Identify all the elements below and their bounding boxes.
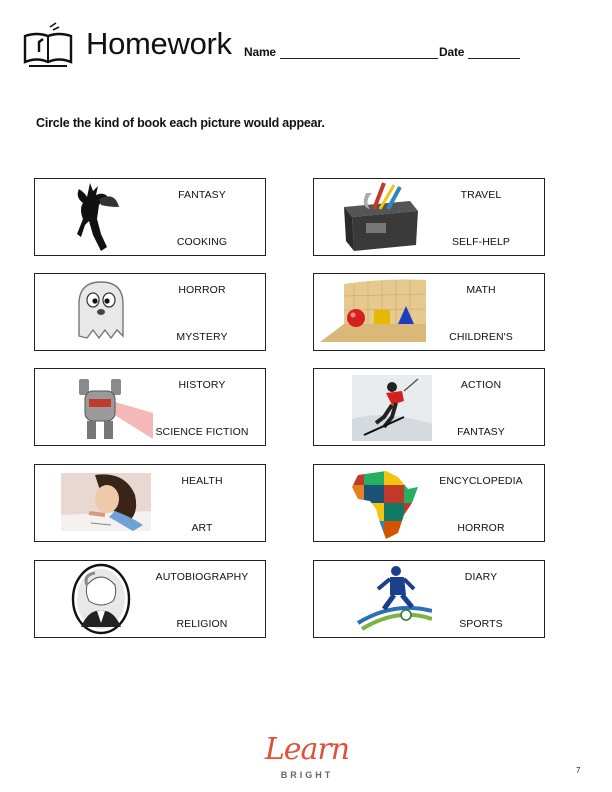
option-a[interactable]: ENCYCLOPEDIA <box>439 475 523 487</box>
page-number: 7 <box>576 766 581 775</box>
option-b[interactable]: FANTASY <box>457 426 505 438</box>
option-b[interactable]: ART <box>191 522 213 534</box>
robot-icon <box>35 369 153 445</box>
logo-word: Learn <box>264 732 350 767</box>
question-card-1 <box>34 178 266 256</box>
name-field[interactable] <box>244 45 438 59</box>
option-b[interactable]: MYSTERY <box>176 331 228 343</box>
question-card-4 <box>313 273 545 351</box>
option-b[interactable]: RELIGION <box>176 618 228 630</box>
girl-drawing-icon <box>35 465 153 541</box>
instructions: Circle the kind of book each picture would appear. <box>36 116 325 130</box>
question-card-5 <box>34 368 266 446</box>
name-label: Name <box>244 45 276 59</box>
option-b[interactable]: COOKING <box>176 236 228 248</box>
question-card-9 <box>34 560 266 638</box>
logo-subtitle: BRIGHT <box>280 770 334 780</box>
learn-bright-logo <box>252 732 362 786</box>
geometric-shapes-icon <box>314 274 432 350</box>
question-card-2 <box>313 178 545 256</box>
question-card-7 <box>34 464 266 542</box>
question-card-3 <box>34 273 266 351</box>
option-a[interactable]: TRAVEL <box>460 189 502 201</box>
option-a[interactable]: HISTORY <box>178 379 226 391</box>
option-b[interactable]: CHILDREN'S <box>449 331 513 343</box>
fairy-silhouette-icon <box>35 179 153 255</box>
date-label: Date <box>439 45 465 59</box>
option-b[interactable]: SPORTS <box>459 618 503 630</box>
question-card-8 <box>313 464 545 542</box>
toolbox-icon <box>314 179 432 255</box>
question-card-10 <box>313 560 545 638</box>
open-book-icon <box>22 22 74 68</box>
option-a[interactable]: FANTASY <box>178 189 226 201</box>
skier-icon <box>314 369 432 445</box>
option-a[interactable]: ACTION <box>460 379 502 391</box>
option-a[interactable]: MATH <box>466 284 496 296</box>
africa-flags-map-icon <box>314 465 432 541</box>
page-title: Homework <box>86 26 232 61</box>
option-a[interactable]: HEALTH <box>181 475 223 487</box>
option-b[interactable]: SELF-HELP <box>451 236 511 248</box>
ghost-icon <box>35 274 153 350</box>
george-washington-portrait-icon <box>35 561 153 637</box>
soccer-player-icon <box>314 561 432 637</box>
option-b[interactable]: SCIENCE FICTION <box>155 426 249 438</box>
option-a[interactable]: AUTOBIOGRAPHY <box>155 571 249 583</box>
option-b[interactable]: HORROR <box>457 522 505 534</box>
option-a[interactable]: DIARY <box>464 571 498 583</box>
question-card-6 <box>313 368 545 446</box>
option-a[interactable]: HORROR <box>178 284 226 296</box>
date-field[interactable] <box>439 45 520 59</box>
